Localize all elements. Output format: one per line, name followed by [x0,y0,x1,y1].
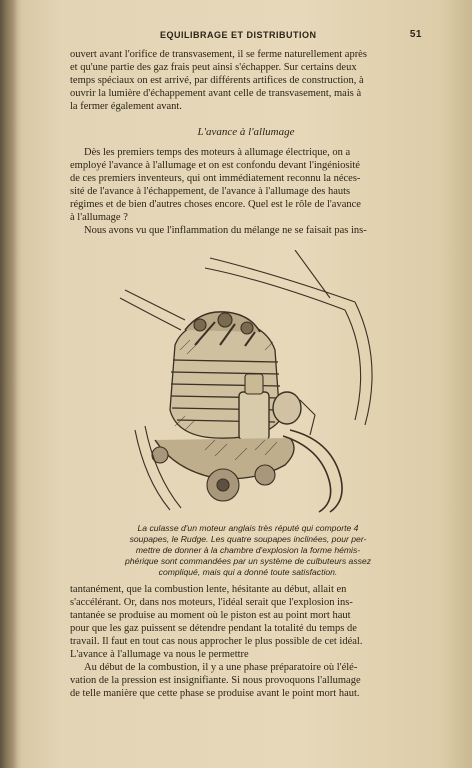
engine-illustration [115,250,415,518]
text-line: Dès les premiers temps des moteurs à allumage électrique, on a [84,147,351,158]
text-line: de ces premiers inventeurs, qui ont immédiatement reconnu la néces- [70,173,361,184]
text-line: Au début de la combustion, il y a une phase préparatoire où l'élé- [84,662,358,673]
text-line: vation de la pression est insignifiante. Si nous provoquons l'allumage [70,675,361,686]
page-gutter [0,0,18,768]
text-line: L'avance à l'allumage va nous le permettre [70,649,249,660]
text-line: de telle manière que cette phase se produise avant le point mort haut. [70,688,360,699]
text-line: régimes et de bien d'autres choses encore. Quel est le rôle de l'avance [70,199,361,210]
text-line: temps spéciaux on est arrivé, par différents artifices de construction, à [70,75,364,86]
caption-line: compliqué, mais qui a donné toute satisfaction. [158,567,338,577]
text-line: s'accélérant. Or, dans nos moteurs, l'idéal serait que l'explosion ins- [70,597,353,608]
text-line: et qu'une partie des gaz frais peut ainsi s'échapper. Sur certains deux [70,62,357,73]
caption-line: soupapes, le Rudge. Les quatre soupapes inclinées, pour per- [129,534,367,544]
running-title: EQUILIBRAGE ET DISTRIBUTION [160,30,317,40]
figure-caption [82,523,414,578]
text-line: sité de l'avance à l'échappement, de l'avance à l'allumage des hauts [70,186,351,197]
text-line: ouvrir la lumière d'échappement avant celle de transvasement, mais à [70,88,362,99]
caption-line: La culasse d'un moteur anglais très réputé qui comporte 4 [137,523,359,533]
text-line: tantanément, que la combustion lente, hésitante au début, allait en [70,584,347,595]
paragraph-avance [70,146,422,237]
paragraph-combustion [70,583,422,700]
caption-line: mettre de donner à la chambre d'explosion la forme hémis- [135,545,361,555]
text-line: employé l'avance à l'allumage et on est confondu devant l'ingéniosité [70,160,360,171]
page-number: 51 [409,29,422,40]
text-line: pour que les gaz puissent se détendre pendant la totalité du temps de [70,623,357,634]
text-line: travail. Il faut en tout cas nous approcher le plus possible de cet idéal. [70,636,363,647]
caption-line: phérique sont commandées par un système de culbuteurs assez [124,556,371,566]
section-heading: L'avance à l'allumage [197,126,295,138]
text-line: Nous avons vu que l'inflammation du mélange ne se faisait pas ins- [84,225,367,236]
text-line: la fermer également avant. [70,101,182,112]
text-line: tantanée se produise au moment où le piston est au point mort haut [70,610,351,621]
paragraph-continued [70,48,422,113]
text-line: ouvert avant l'orifice de transvasement, il se ferme naturellement après [70,49,367,60]
text-line: à l'allumage ? [70,212,128,223]
